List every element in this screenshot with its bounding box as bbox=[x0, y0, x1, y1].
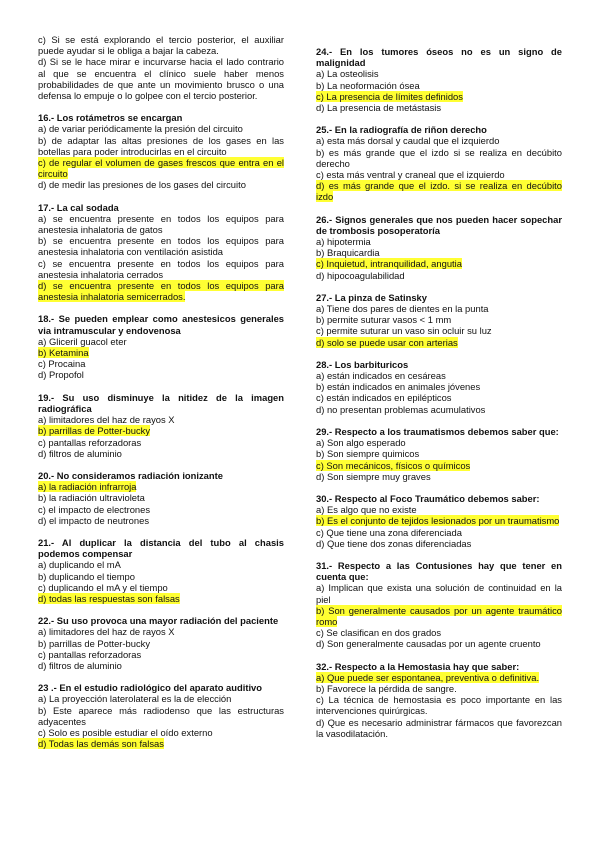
highlighted-answer-text: a) la radiación infrarroja bbox=[38, 481, 137, 493]
answer-option bbox=[316, 582, 562, 604]
answer-text: b) Son siempre quimicos bbox=[316, 448, 420, 460]
answer-option bbox=[38, 369, 284, 380]
answer-option bbox=[316, 683, 562, 694]
answer-text: a) esta más dorsal y caudal que el izquierdo bbox=[316, 135, 500, 147]
answer-text: b) Este aparece más radiodenso que las estructuras adyacentes bbox=[38, 704, 284, 727]
answer-option bbox=[316, 605, 562, 627]
highlighted-answer-text: c) Son mecánicos, físicos o químicos bbox=[316, 459, 471, 471]
answer-option bbox=[38, 235, 284, 257]
answer-text: c) La técnica de hemostasia es poco importante en las intervenciones quirúrgicas. bbox=[316, 694, 562, 717]
answer-option bbox=[316, 270, 562, 281]
answer-text: a) se encuentra presente en todos los equipos para anestesia inhalatoria de gatos bbox=[38, 212, 284, 236]
intro-line-d: d) Si se le hace mirar e incurvarse hacia el lado contrario al que se encuentra el clínico suele haber menos probabilidades de que ante un movimiento brusco o una defensa lo empuje o lo golpee con el tercio posterior. bbox=[38, 56, 284, 102]
answer-text: a) La proyección laterolateral es la de elección bbox=[38, 693, 232, 705]
answer-option bbox=[316, 147, 562, 169]
answer-option bbox=[38, 504, 284, 515]
highlighted-answer-text: c) Inquietud, intranquilidad, angutia bbox=[316, 258, 462, 270]
answer-text: c) Se clasifican en dos grados bbox=[316, 627, 442, 639]
question-title: 27.- La pinza de Satinsky bbox=[316, 291, 427, 303]
answer-option bbox=[38, 738, 284, 749]
question-title: 24.- En los tumores óseos no es un signo de malignidad bbox=[316, 46, 562, 69]
answer-text: b) La neoformación ósea bbox=[316, 79, 420, 91]
answer-option bbox=[38, 258, 284, 280]
answer-option bbox=[38, 638, 284, 649]
highlighted-answer-text: d) se encuentra presente en todos los equipos para anestesia inhalatoria semicerrados. bbox=[38, 280, 284, 303]
highlighted-answer-text: d) todas las respuestas son falsas bbox=[38, 592, 180, 604]
answer-text: b) parrillas de Potter-bucky bbox=[38, 637, 151, 649]
answer-option bbox=[316, 303, 562, 314]
question-title: 28.- Los barbituricos bbox=[316, 358, 409, 370]
answer-option bbox=[38, 157, 284, 179]
answer-text: c) Que tiene una zona diferenciada bbox=[316, 526, 462, 538]
intro-line-c: c) Si se está explorando el tercio posterior, el auxiliar puede ayudar si le obliga a bajar la cabeza. bbox=[38, 34, 284, 57]
highlighted-answer-text: b) Ketamina bbox=[38, 347, 89, 359]
answer-option bbox=[38, 649, 284, 660]
answer-text: a) están indicados en cesáreas bbox=[316, 370, 446, 382]
answer-text: b) Braquicardia bbox=[316, 247, 380, 259]
highlighted-answer-text: d) solo se puede usar con arterias bbox=[316, 336, 458, 348]
question-block bbox=[316, 661, 562, 739]
answer-option bbox=[316, 325, 562, 336]
answer-option bbox=[38, 358, 284, 369]
answer-text: d) La presencia de metástasis bbox=[316, 102, 442, 114]
answer-text: b) permite suturar vasos < 1 mm bbox=[316, 314, 452, 326]
answer-option bbox=[316, 91, 562, 102]
answer-text: c) pantallas reforzadoras bbox=[38, 648, 142, 660]
question-title: 16.- Los rotámetros se encargan bbox=[38, 112, 183, 124]
answer-text: c) pantallas reforzadoras bbox=[38, 436, 142, 448]
answer-option bbox=[316, 80, 562, 91]
question-block bbox=[316, 214, 562, 281]
question-block bbox=[38, 537, 284, 604]
answer-option bbox=[316, 135, 562, 146]
answer-option bbox=[316, 314, 562, 325]
answer-text: c) duplicando el mA y el tiempo bbox=[38, 581, 168, 593]
right-column bbox=[316, 46, 562, 750]
answer-option bbox=[38, 213, 284, 235]
left-column bbox=[38, 34, 284, 760]
answer-text: c) el impacto de electrones bbox=[38, 503, 151, 515]
answer-option bbox=[316, 504, 562, 515]
question-title: 25.- En la radiografía de riñon derecho bbox=[316, 124, 487, 136]
question-title: 22.- Su uso provoca una mayor radiación del paciente bbox=[38, 615, 279, 627]
answer-text: a) Es algo que no existe bbox=[316, 504, 417, 516]
question-title: 29.- Respecto a los traumatismos debemos saber que: bbox=[316, 425, 559, 437]
highlighted-answer-text: b) parrillas de Potter-bucky bbox=[38, 425, 151, 437]
answer-text: b) la radiación ultravioleta bbox=[38, 492, 145, 504]
answer-option bbox=[38, 179, 284, 190]
answer-option bbox=[316, 247, 562, 258]
answer-option bbox=[38, 705, 284, 727]
answer-text: b) es más grande que el izdo si se realiza en decúbito derecho bbox=[316, 146, 562, 169]
answer-text: a) hipotermia bbox=[316, 236, 371, 248]
answer-option bbox=[38, 559, 284, 570]
answer-option bbox=[316, 538, 562, 549]
question-title: 18.- Se pueden emplear como anestesicos generales via intramuscular y endovenosa bbox=[38, 313, 284, 336]
question-block bbox=[38, 112, 284, 190]
answer-option bbox=[316, 717, 562, 739]
question-block bbox=[316, 292, 562, 348]
answer-option bbox=[38, 660, 284, 671]
answer-option bbox=[38, 515, 284, 526]
answer-option bbox=[38, 437, 284, 448]
answer-option bbox=[316, 694, 562, 716]
right-questions bbox=[316, 46, 562, 739]
answer-text: a) Son algo esperado bbox=[316, 437, 406, 449]
highlighted-answer-text: d) es más grande que el izdo. si se realiza en decúbito izdo bbox=[316, 180, 562, 203]
answer-option bbox=[316, 392, 562, 403]
answer-text: d) hipocoagulabilidad bbox=[316, 269, 405, 281]
answer-text: d) Propofol bbox=[38, 369, 84, 381]
question-title: 23 .- En el estudio radiológico del aparato auditivo bbox=[38, 682, 262, 694]
answer-option bbox=[316, 370, 562, 381]
answer-text: b) se encuentra presente en todos los equipos para anestesia inhalatoria con ventilación asistida bbox=[38, 235, 284, 258]
answer-text: b) duplicando el tiempo bbox=[38, 570, 135, 582]
answer-option bbox=[316, 68, 562, 79]
question-title: 32.- Respecto a la Hemostasia hay que saber: bbox=[316, 660, 520, 672]
question-title: 31.- Respecto a las Contusiones hay que tener en cuenta que: bbox=[316, 559, 562, 583]
answer-text: c) esta más ventral y craneal que el izquierdo bbox=[316, 169, 505, 181]
answer-option bbox=[316, 638, 562, 649]
answer-text: a) duplicando el mA bbox=[38, 559, 121, 571]
highlighted-answer-text: a) Que puede ser espontanea, preventiva o definitiva. bbox=[316, 671, 540, 683]
answer-text: a) de variar periódicamente la presión del circuito bbox=[38, 123, 243, 135]
answer-text: a) La osteolisis bbox=[316, 68, 379, 80]
highlighted-answer-text: b) Son generalmente causados por un agente traumático romo bbox=[316, 604, 562, 627]
answer-text: d) filtros de aluminio bbox=[38, 659, 122, 671]
answer-text: c) permite suturar un vaso sin ocluir su luz bbox=[316, 325, 492, 337]
question-block bbox=[316, 426, 562, 482]
question-block bbox=[38, 682, 284, 749]
answer-option bbox=[316, 460, 562, 471]
answer-option bbox=[38, 425, 284, 436]
answer-text: c) se encuentra presente en todos los equipos para anestesia inhalatoria cerrados bbox=[38, 257, 284, 280]
question-title: 30.- Respecto al Foco Traumático debemos saber: bbox=[316, 492, 540, 504]
answer-text: a) Implican que exista una solución de continuidad en la piel bbox=[316, 582, 562, 605]
answer-text: d) Son siempre muy graves bbox=[316, 470, 431, 482]
answer-text: d) de medir las presiones de los gases del circuito bbox=[38, 179, 246, 191]
question-block bbox=[316, 493, 562, 549]
answer-option bbox=[316, 672, 562, 683]
answer-text: b) Favorece la pérdida de sangre. bbox=[316, 682, 457, 694]
answer-text: c) Procaina bbox=[38, 358, 86, 370]
answer-option bbox=[38, 593, 284, 604]
question-title: 20.- No consideramos radiación ionizante bbox=[38, 469, 223, 481]
answer-text: d) el impacto de neutrones bbox=[38, 514, 150, 526]
answer-option bbox=[38, 492, 284, 503]
answer-text: a) limitadores del haz de rayos X bbox=[38, 414, 175, 426]
intro-paragraph bbox=[38, 34, 284, 101]
answer-option bbox=[316, 236, 562, 247]
answer-text: d) filtros de aluminio bbox=[38, 447, 122, 459]
highlighted-answer-text: c) La presencia de límites definidos bbox=[316, 90, 463, 102]
answer-text: d) Que tiene dos zonas diferenciadas bbox=[316, 537, 472, 549]
answer-option bbox=[38, 693, 284, 704]
answer-option bbox=[38, 414, 284, 425]
question-block bbox=[38, 202, 284, 303]
answer-option bbox=[316, 448, 562, 459]
question-block bbox=[38, 313, 284, 380]
question-block bbox=[316, 46, 562, 113]
answer-option bbox=[38, 481, 284, 492]
answer-text: c) Solo es posible estudiar el oído externo bbox=[38, 726, 213, 738]
answer-option bbox=[316, 627, 562, 638]
answer-option bbox=[316, 404, 562, 415]
answer-text: d) Que es necesario administrar fármacos que favorezcan la vasodilatación. bbox=[316, 716, 562, 739]
highlighted-answer-text: d) Todas las demás son falsas bbox=[38, 738, 164, 750]
answer-option bbox=[316, 437, 562, 448]
question-title: 19.- Su uso disminuye la nitidez de la imagen radiográfica bbox=[38, 391, 284, 414]
question-block bbox=[38, 615, 284, 671]
answer-option bbox=[316, 381, 562, 392]
answer-text: d) no presentan problemas acumulativos bbox=[316, 403, 486, 415]
answer-option bbox=[38, 123, 284, 134]
answer-option bbox=[316, 337, 562, 348]
left-questions bbox=[38, 112, 284, 749]
question-title: 26.- Signos generales que nos pueden hacer sopechar de trombosis posoperatoría bbox=[316, 213, 562, 236]
answer-text: d) Son generalmente causadas por un agente cruento bbox=[316, 638, 541, 650]
answer-option bbox=[316, 527, 562, 538]
answer-option bbox=[38, 347, 284, 358]
answer-option bbox=[316, 515, 562, 526]
question-block bbox=[38, 392, 284, 459]
answer-option bbox=[38, 571, 284, 582]
highlighted-answer-text: b) Es el conjunto de tejidos lesionados por un traumatismo bbox=[316, 515, 560, 527]
answer-option bbox=[316, 169, 562, 180]
answer-option bbox=[38, 135, 284, 157]
answer-text: b) de adaptar las altas presiones de los gases en las botellas para poder introducirlas en el circuito bbox=[38, 134, 284, 157]
question-title: 17.- La cal sodada bbox=[38, 201, 119, 213]
question-block bbox=[316, 124, 562, 202]
answer-option bbox=[316, 258, 562, 269]
answer-text: c) están indicados en epilépticos bbox=[316, 392, 452, 404]
answer-option bbox=[316, 180, 562, 202]
answer-text: a) Gliceril guacol eter bbox=[38, 335, 127, 347]
answer-option bbox=[38, 727, 284, 738]
answer-text: a) Tiene dos pares de dientes en la punta bbox=[316, 303, 489, 315]
answer-option bbox=[316, 471, 562, 482]
answer-text: a) limitadores del haz de rayos X bbox=[38, 626, 175, 638]
answer-option bbox=[38, 626, 284, 637]
highlighted-answer-text: c) de regular el volumen de gases frescos que entra en el circuito bbox=[38, 157, 284, 180]
answer-text: b) están indicados en animales jóvenes bbox=[316, 381, 481, 393]
question-block bbox=[38, 470, 284, 526]
question-title: 21.- Al duplicar la distancia del tubo al chasis podemos compensar bbox=[38, 536, 284, 560]
answer-option bbox=[38, 280, 284, 302]
answer-option bbox=[38, 582, 284, 593]
question-block bbox=[316, 560, 562, 650]
answer-option bbox=[316, 102, 562, 113]
answer-option bbox=[38, 448, 284, 459]
answer-option bbox=[38, 336, 284, 347]
question-block bbox=[316, 359, 562, 415]
